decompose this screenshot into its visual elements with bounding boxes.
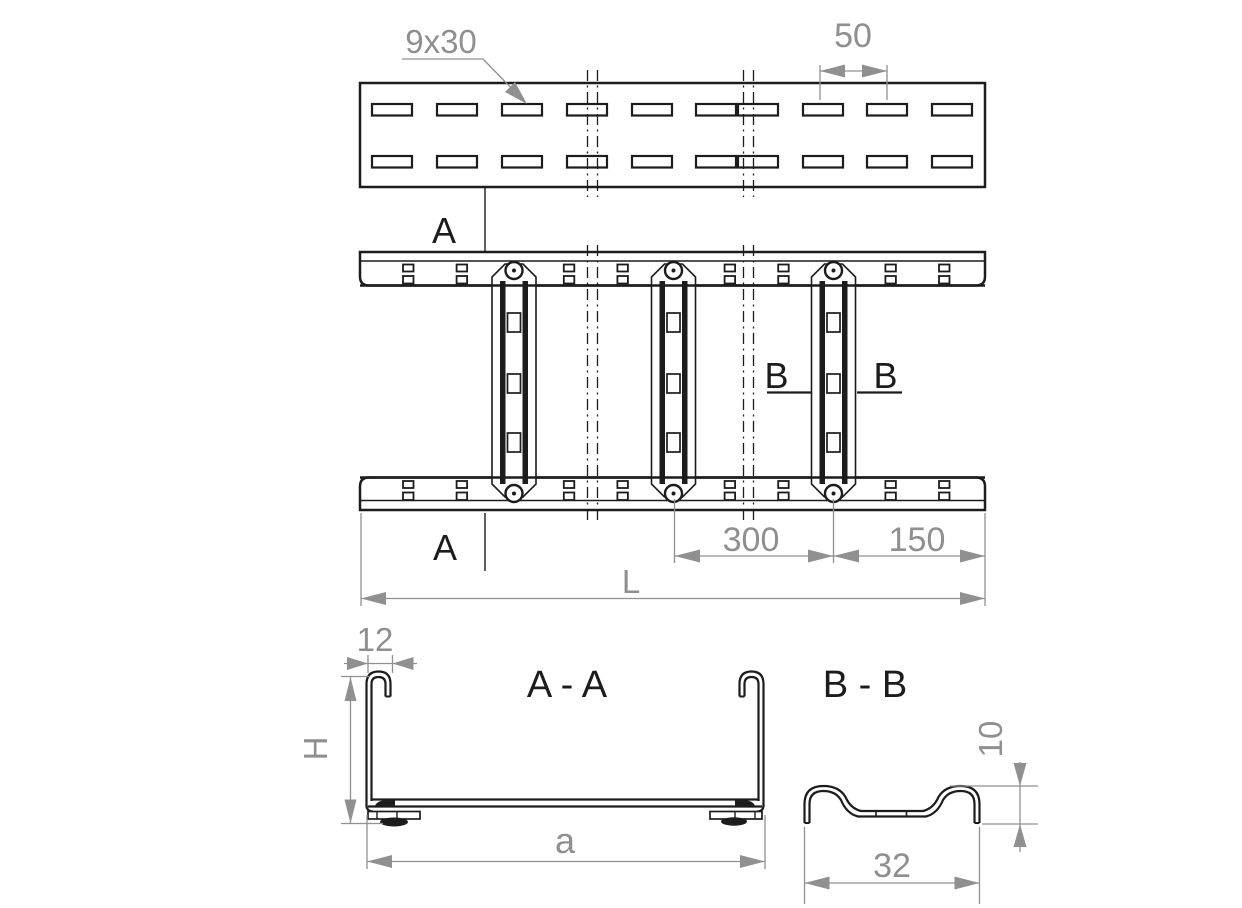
dimension-rung-spacing <box>675 499 986 606</box>
width-a-label: a <box>554 820 576 861</box>
section-marker-a-bottom <box>433 513 485 571</box>
top-view <box>360 17 985 252</box>
section-bb-title: B - B <box>822 664 908 706</box>
slot-pitch-label: 50 <box>834 17 872 55</box>
section-aa-title: A - A <box>526 664 608 706</box>
section-letter-b-right: B <box>873 355 898 396</box>
rung-profile-inner <box>810 791 975 823</box>
rail-strip-outline <box>360 83 985 187</box>
height-label: H <box>297 736 334 761</box>
rung-spacing-label: 300 <box>722 521 780 559</box>
section-marker-a-top <box>432 187 485 252</box>
dimension-rung-height <box>950 721 1038 852</box>
dimension-width-a <box>367 815 765 869</box>
section-letter-b-left: B <box>764 355 789 396</box>
rung-3 <box>812 262 856 502</box>
foot-weld <box>721 817 747 825</box>
rung-2 <box>652 262 696 502</box>
rung-1 <box>492 262 536 502</box>
section-letter-a: A <box>431 210 457 251</box>
section-aa-view <box>297 621 765 869</box>
end-spacing-label: 150 <box>888 521 946 559</box>
rung-height-label: 10 <box>972 720 1009 758</box>
flange-width-label: 12 <box>356 621 394 658</box>
dimension-rung-width <box>805 827 980 904</box>
plan-view <box>360 245 985 606</box>
foot-weld <box>380 818 408 827</box>
dimension-height <box>297 677 383 824</box>
length-label: L <box>621 563 641 600</box>
slot-size-label: 9x30 <box>405 23 477 60</box>
section-bb-view <box>805 664 1039 904</box>
dimension-flange-width <box>344 621 417 673</box>
rung-width-label: 32 <box>873 847 911 885</box>
section-letter-a: A <box>432 527 458 568</box>
